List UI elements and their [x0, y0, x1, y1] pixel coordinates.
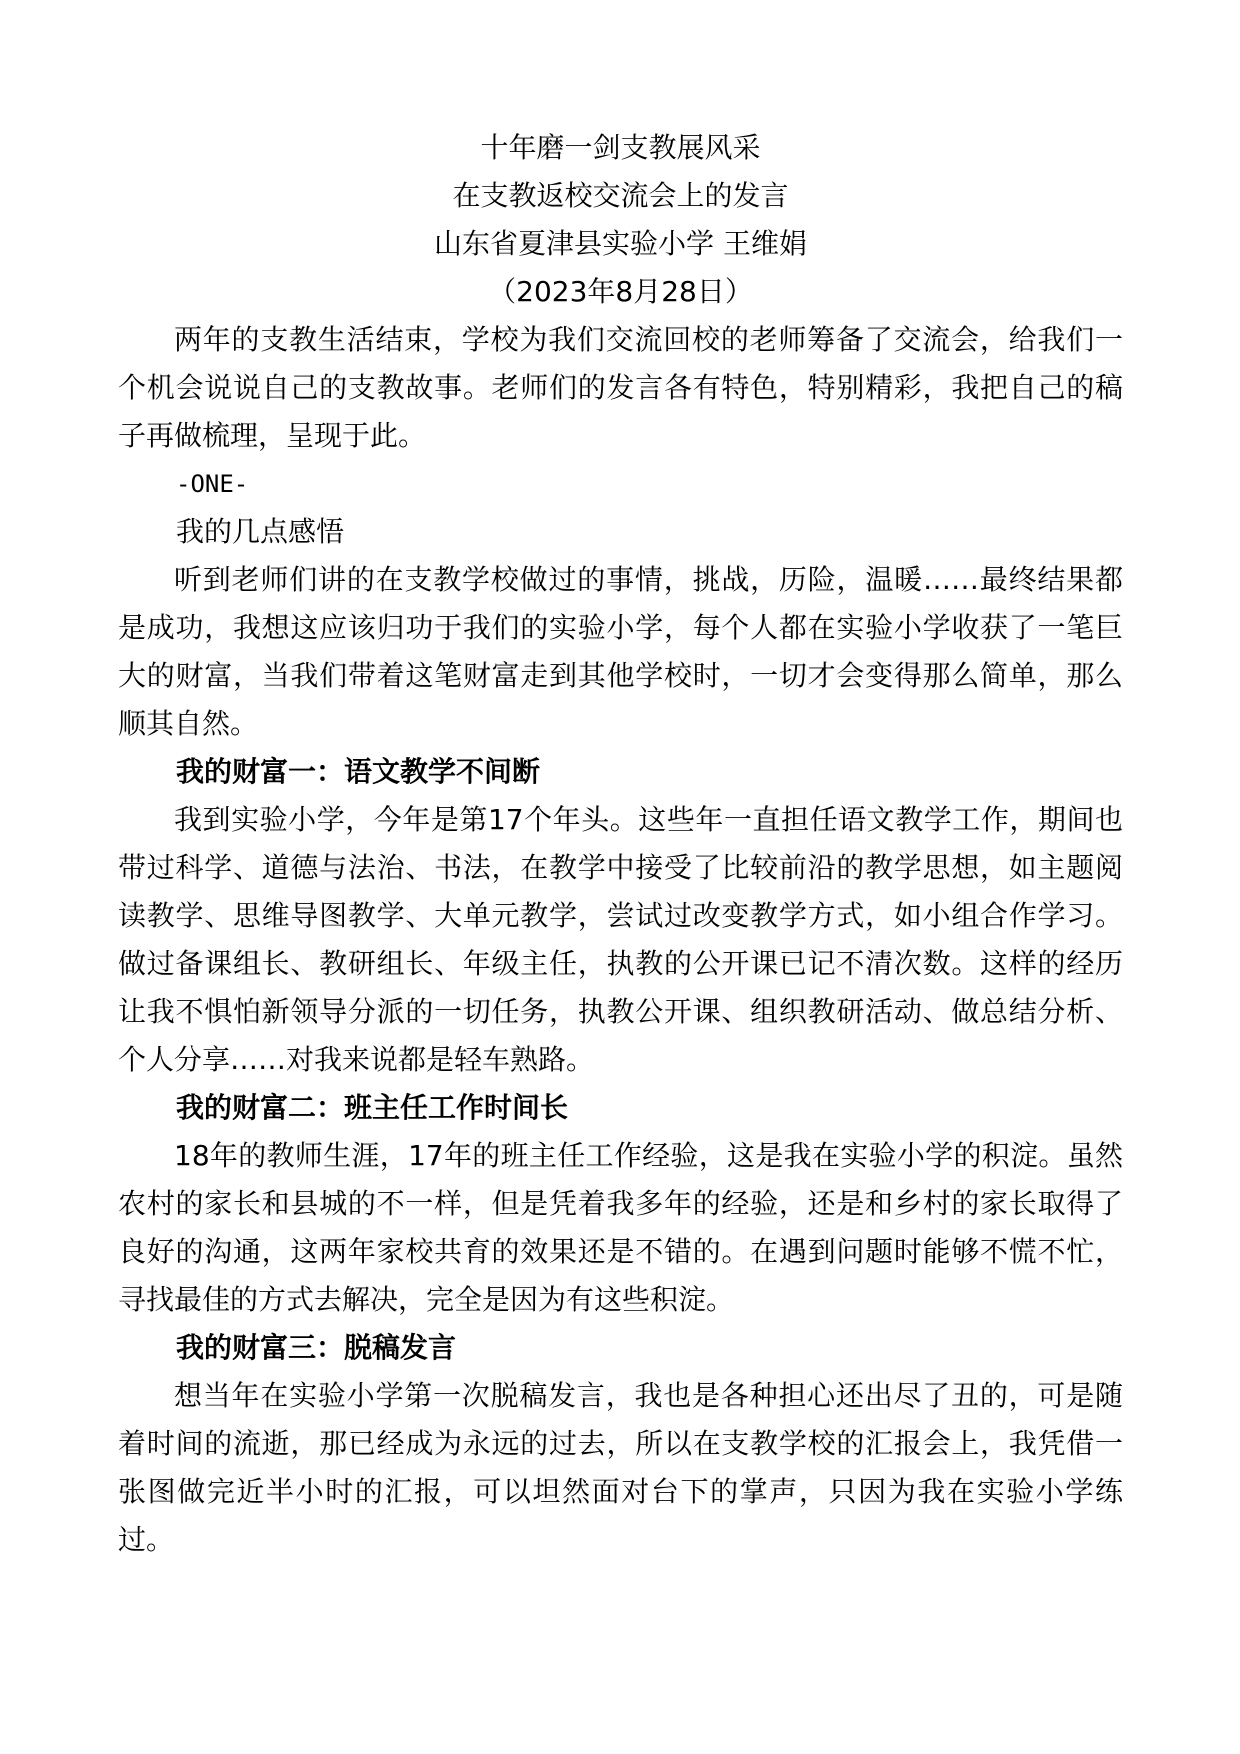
document-subtitle: 在支教返校交流会上的发言 — [452, 179, 789, 212]
title-block — [118, 124, 1123, 316]
document-author: 山东省夏津县实验小学 王维娟 — [434, 227, 807, 260]
section-marker: -ONE- — [176, 470, 249, 498]
wealth-2-heading: 我的财富二：班主任工作时间长 — [176, 1091, 569, 1124]
wealth-1-heading: 我的财富一：语文教学不间断 — [176, 755, 541, 788]
wealth-3-paragraph: 想当年在实验小学第一次脱稿发言，我也是各种担心还出尽了丑的，可是随着时间的流逝，那已经成为永远的过去，所以在支教学校的汇报会上，我凭借一张图做完近半小时的汇报，可以坦然面对台下的掌声，只因为我在实验小学练过。 — [118, 1379, 1123, 1556]
wealth-2-paragraph: 18年的教师生涯，17年的班主任工作经验，这是我在实验小学的积淀。虽然农村的家长和县城的不一样，但是凭着我多年的经验，还是和乡村的家长取得了良好的沟通，这两年家校共育的效果还是不错的。在遇到问题时能够不慌不忙，寻找最佳的方式去解决，完全是因为有这些积淀。 — [118, 1139, 1123, 1316]
document-title: 十年磨一剑支教展风采 — [480, 131, 761, 164]
document-date: （2023年8月28日） — [488, 275, 753, 308]
section-intro-paragraph: 听到老师们讲的在支教学校做过的事情，挑战，历险，温暖……最终结果都是成功，我想这应该归功于我们的实验小学，每个人都在实验小学收获了一笔巨大的财富，当我们带着这笔财富走到其他学校时，一切才会变得那么简单，那么顺其自然。 — [118, 563, 1123, 740]
section-title: 我的几点感悟 — [176, 515, 345, 548]
intro-paragraph: 两年的支教生活结束，学校为我们交流回校的老师筹备了交流会，给我们一个机会说说自己的支教故事。老师们的发言各有特色，特别精彩，我把自己的稿子再做梳理，呈现于此。 — [118, 323, 1123, 452]
document-page — [118, 124, 1123, 1564]
wealth-1-paragraph: 我到实验小学，今年是第17个年头。这些年一直担任语文教学工作，期间也带过科学、道德与法治、书法，在教学中接受了比较前沿的教学思想，如主题阅读教学、思维导图教学、大单元教学，尝试过改变教学方式，如小组合作学习。做过备课组长、教研组长、年级主任，执教的公开课已记不清次数。这样的经历让我不惧怕新领导分派的一切任务，执教公开课、组织教研活动、做总结分析、个人分享……对我来说都是轻车熟路。 — [118, 803, 1123, 1076]
wealth-3-heading: 我的财富三：脱稿发言 — [176, 1331, 457, 1364]
